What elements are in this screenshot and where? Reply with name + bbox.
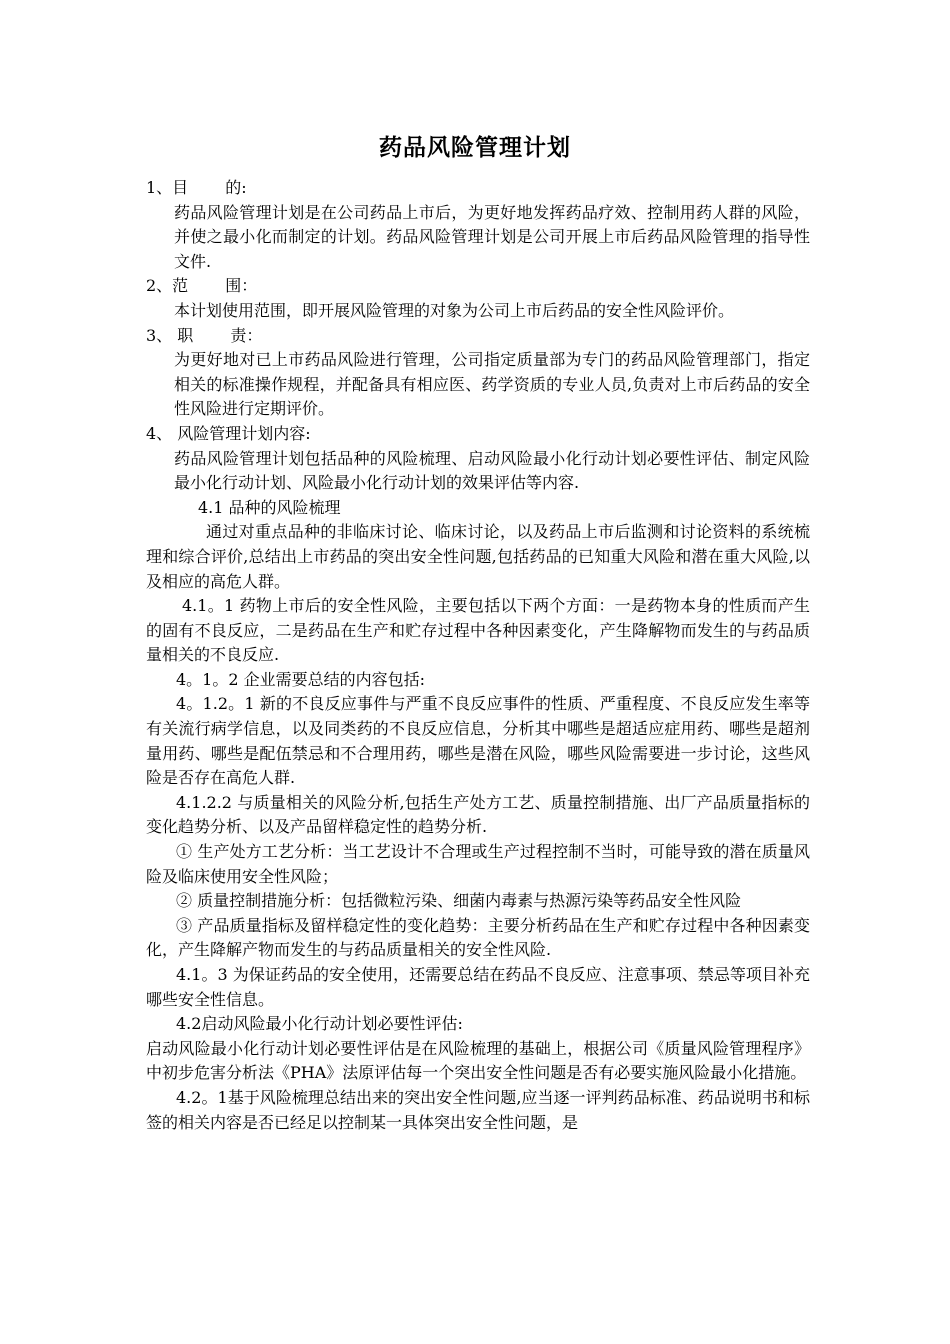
list-item-3: ③ 产品质量指标及留样稳定性的变化趋势：主要分析药品在生产和贮存过程中各种因素变化，产生降解产物而发生的与药品质量相关的安全性风险. [146,915,810,960]
list-item-2: ② 质量控制措施分析：包括微粒污染、细菌内毒素与热源污染等药品安全性风险 [176,891,742,911]
document-body [146,176,810,1135]
section-4-heading: 4、 风险管理计划内容: [146,423,311,443]
section-4-1-2-heading: 4。1。2 企业需要总结的内容包括: [176,669,426,689]
section-4-2-text: 启动风险最小化行动计划必要性评估是在风险梳理的基础上，根据公司《质量风险管理程序》中初步危害分析法《PHA》法原评估每一个突出安全性问题是否有必要实施风险最小化措施。 [146,1038,810,1083]
section-3-text: 为更好地对已上市药品风险进行管理，公司指定质量部为专门的药品风险管理部门，指定相关的标准操作规程，并配备具有相应医、药学资质的专业人员,负责对上市后药品的安全性风险进行定期评价。 [174,350,810,419]
section-4-1-2-1-text: 4。1.2。1 新的不良反应事件与严重不良反应事件的性质、严重程度、不良反应发生率等有关流行病学信息，以及同类药的不良反应信息，分析其中哪些是超适应症用药、哪些是超剂量用药、哪些是配伍禁忌和不合理用药，哪些是潜在风险，哪些风险需要进一步讨论，这些风险是否存在高危人群. [146,694,810,788]
section-4-2-heading: 4.2启动风险最小化行动计划必要性评估: [176,1014,463,1034]
section-2-heading: 2、范 围： [146,276,258,296]
section-4-text: 药品风险管理计划包括品种的风险梳理、启动风险最小化行动计划必要性评估、制定风险最小化行动计划、风险最小化行动计划的效果评估等内容. [174,448,810,493]
section-1-heading: 1、目 的: [146,178,247,197]
section-4-1-2-2-text: 4.1.2.2 与质量相关的风险分析,包括生产处方工艺、质量控制措施、出厂产品质量指标的变化趋势分析、以及产品留样稳定性的趋势分析. [146,792,810,837]
section-4-2-1-text: 4.2。1基于风险梳理总结出来的突出安全性问题,应当逐一评判药品标准、药品说明书和标签的相关内容是否已经足以控制某一具体突出安全性问题，是 [146,1087,810,1132]
section-4-1-text: 通过对重点品种的非临床讨论、临床讨论，以及药品上市后监测和讨论资料的系统梳理和综合评价,总结出上市药品的突出安全性问题,包括药品的已知重大风险和潜在重大风险,以及相应的高危人群。 [146,522,810,591]
section-4-1-heading: 4.1 品种的风险梳理 [198,497,341,517]
section-3-heading: 3、 职 责： [146,325,263,345]
list-item-1: ① 生产处方工艺分析：当工艺设计不合理或生产过程控制不当时，可能导致的潜在质量风险及临床使用安全性风险； [146,842,810,886]
section-1-text: 药品风险管理计划是在公司药品上市后，为更好地发挥药品疗效、控制用药人群的风险，并使之最小化而制定的计划。药品风险管理计划是公司开展上市后药品风险管理的指导性文件. [174,202,810,271]
section-4-1-3-text: 4.1。3 为保证药品的安全使用，还需要总结在药品不良反应、注意事项、禁忌等项目补充哪些安全性信息。 [146,965,810,1009]
document-title: 药品风险管理计划 [379,135,571,161]
section-2-text: 本计划使用范围，即开展风险管理的对象为公司上市后药品的安全性风险评价。 [174,300,735,320]
section-4-1-1-text: 4.1。1 药物上市后的安全性风险，主要包括以下两个方面：一是药物本身的性质而产生的固有不良反应，二是药品在生产和贮存过程中各种因素变化，产生降解物而发生的与药品质量相关的不良反应. [146,596,810,665]
